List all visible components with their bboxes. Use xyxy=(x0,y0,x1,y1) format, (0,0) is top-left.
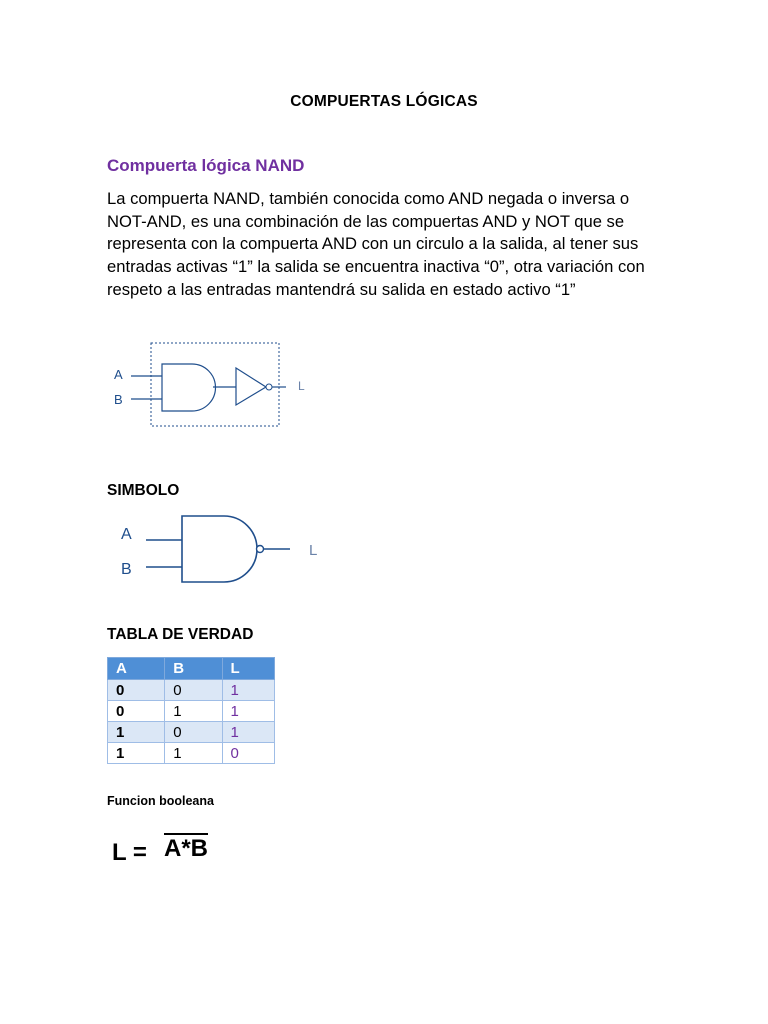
nand-gate-shape xyxy=(182,516,257,582)
page-title: COMPUERTAS LÓGICAS xyxy=(290,93,478,110)
table-header-row xyxy=(108,658,275,680)
truth-table-heading: TABLA DE VERDAD xyxy=(107,626,254,643)
nand-bubble xyxy=(257,546,264,553)
formula-rhs-overlined: A*B xyxy=(164,835,209,862)
diagram1-label-a: A xyxy=(114,367,123,382)
table-row xyxy=(108,743,275,764)
cell-l: 0 xyxy=(222,743,274,764)
symbol-label-a: A xyxy=(121,526,132,543)
table-row xyxy=(108,722,275,743)
diagram1-label-l: L xyxy=(298,379,305,393)
cell-b: 1 xyxy=(165,701,222,722)
boolean-function-label: Funcion booleana xyxy=(107,794,214,808)
nand-symbol-diagram xyxy=(110,510,330,590)
not-gate-shape xyxy=(236,368,266,405)
cell-b: 0 xyxy=(165,680,222,701)
cell-b: 0 xyxy=(165,722,222,743)
symbol-heading: SIMBOLO xyxy=(107,482,180,499)
cell-l: 1 xyxy=(222,680,274,701)
diagram1-label-b: B xyxy=(114,392,123,407)
section-heading: Compuerta lógica NAND xyxy=(107,156,305,175)
table-row xyxy=(108,680,275,701)
nand-composite-diagram xyxy=(106,336,320,432)
cell-l: 1 xyxy=(222,722,274,743)
cell-a: 1 xyxy=(108,743,165,764)
symbol-label-l: L xyxy=(309,542,318,559)
cell-a: 1 xyxy=(108,722,165,743)
cell-l: 1 xyxy=(222,701,274,722)
and-gate-shape xyxy=(162,364,215,411)
truth-table xyxy=(107,657,275,764)
header-b: B xyxy=(165,658,222,680)
cell-a: 0 xyxy=(108,680,165,701)
cell-a: 0 xyxy=(108,701,165,722)
header-a: A xyxy=(108,658,165,680)
paragraph-text: La compuerta NAND, también conocida como AND negada o inversa o NOT-AND, es una combinación de las compuertas AND y NOT que se representa con la compuerta AND con un circulo a la salida, al tener sus entradas activas “1” la salida se encuentra inactiva “0”, otra variación con respeto a las entradas mantendrá su salida en estado activo “1” xyxy=(107,189,645,299)
intro-paragraph xyxy=(107,188,667,302)
not-bubble xyxy=(266,384,272,390)
table-row xyxy=(108,701,275,722)
header-l: L xyxy=(222,658,274,680)
formula-lhs: L = xyxy=(112,839,147,866)
cell-b: 1 xyxy=(165,743,222,764)
symbol-label-b: B xyxy=(121,561,132,578)
